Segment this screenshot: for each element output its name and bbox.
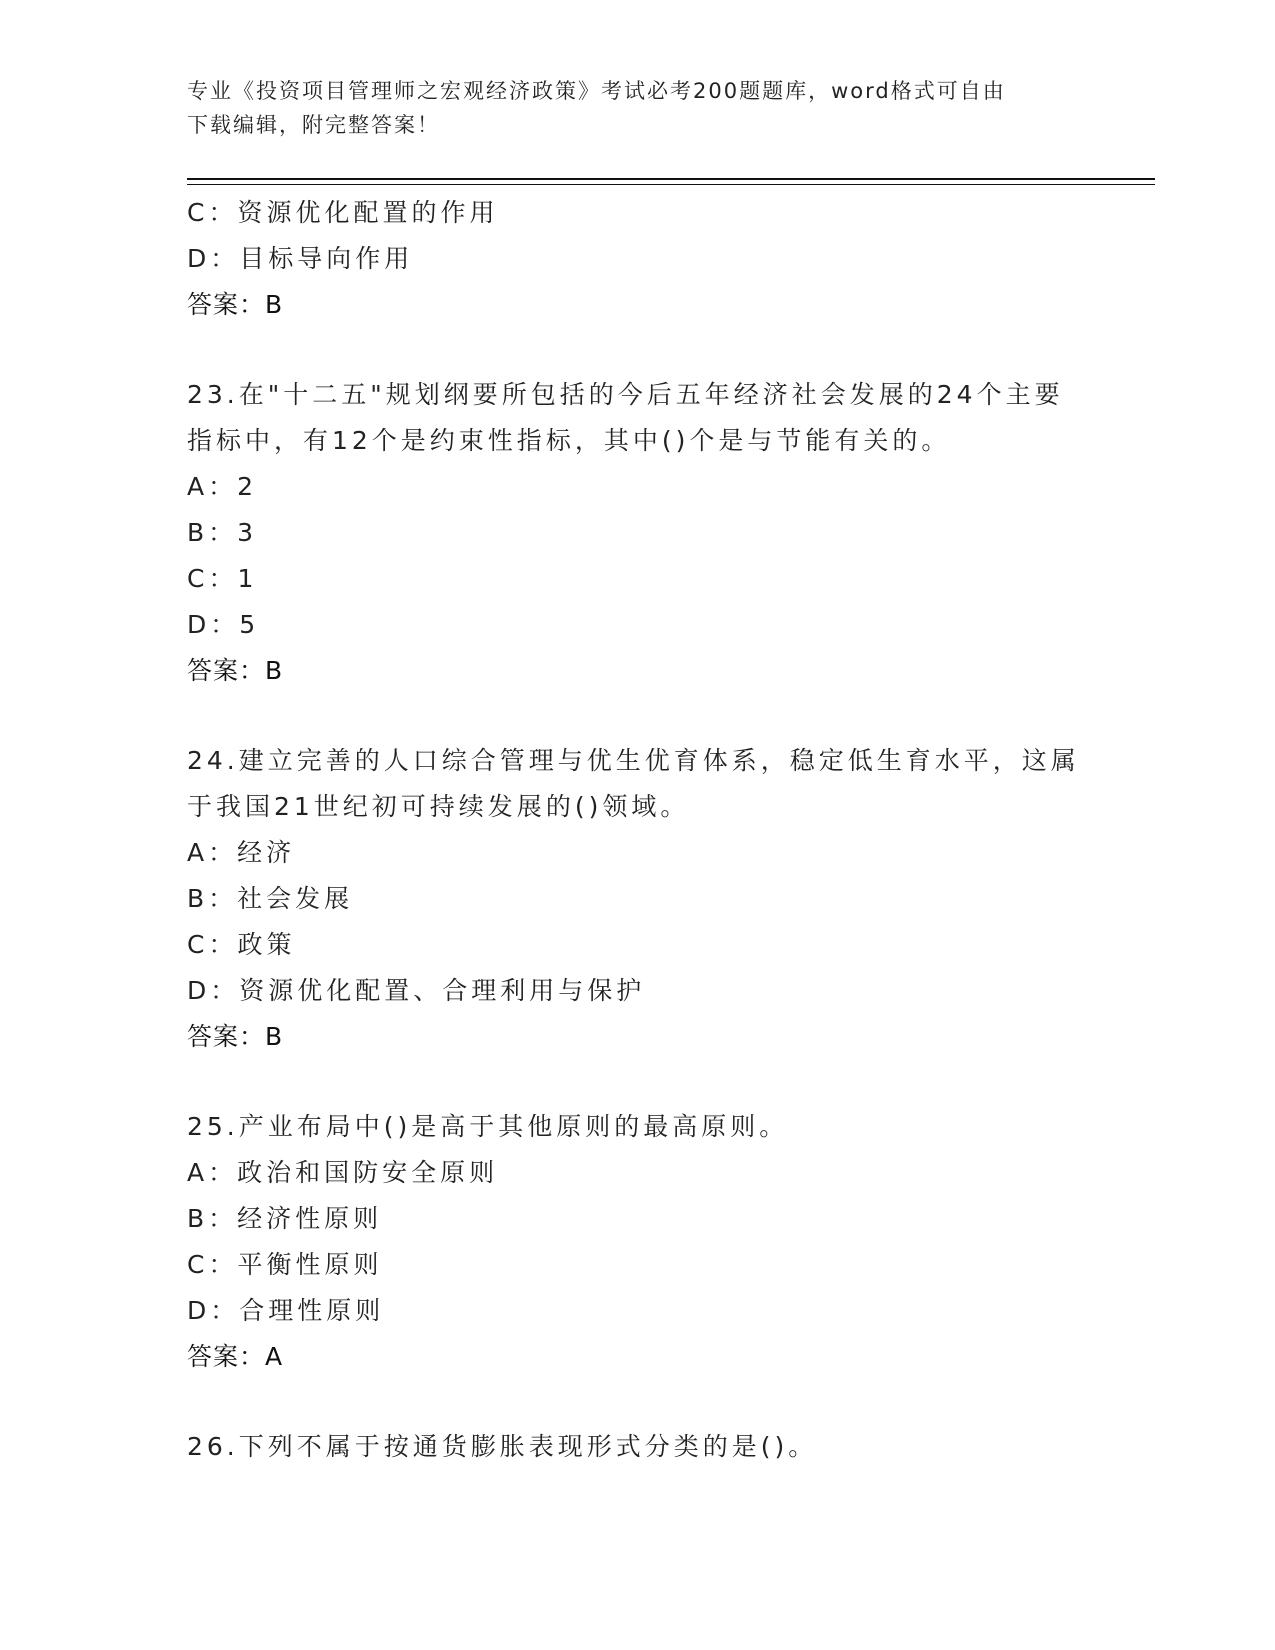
answer: 答案：B (187, 290, 284, 319)
header-divider-thin (187, 184, 1155, 185)
spacer (187, 1060, 1087, 1104)
header-line-2: 下载编辑，附完整答案！ (187, 113, 440, 137)
answer: 答案：B (187, 1022, 284, 1051)
question-25 (187, 1104, 1087, 1380)
header-line-1: 专业《投资项目管理师之宏观经济政策》考试必考200题题库，word格式可自由 (187, 79, 1006, 103)
question-text: 指标中，有12个是约束性指标，其中()个是与节能有关的。 (187, 426, 951, 455)
spacer (187, 694, 1087, 738)
option-a: A：2 (187, 472, 258, 501)
answer: 答案：A (187, 1342, 284, 1371)
option-a: A：政治和国防安全原则 (187, 1158, 499, 1187)
document-header (187, 74, 1067, 142)
question-text: 26.下列不属于按通货膨胀表现形式分类的是()。 (187, 1432, 818, 1461)
question-list (187, 190, 1087, 1470)
option-d: D：合理性原则 (187, 1296, 385, 1325)
option-c: C：资源优化配置的作用 (187, 198, 499, 227)
option-d: D：目标导向作用 (187, 244, 414, 273)
option-b: B：3 (187, 518, 258, 547)
option-c: C：平衡性原则 (187, 1250, 383, 1279)
question-text: 24.建立完善的人口综合管理与优生优育体系，稳定低生育水平，这属 (187, 746, 1080, 775)
question-24 (187, 738, 1087, 1060)
question-26 (187, 1424, 1087, 1470)
option-d: D：资源优化配置、合理利用与保护 (187, 976, 646, 1005)
spacer (187, 1380, 1087, 1424)
question-text: 23.在"十二五"规划纲要所包括的今后五年经济社会发展的24个主要 (187, 380, 1064, 409)
option-b: B：社会发展 (187, 884, 354, 913)
option-c: C：1 (187, 564, 258, 593)
spacer (187, 328, 1087, 372)
option-c: C：政策 (187, 930, 296, 959)
question-22-tail (187, 190, 1087, 328)
answer: 答案：B (187, 656, 284, 685)
option-a: A：经济 (187, 838, 296, 867)
option-d: D：5 (187, 610, 260, 639)
question-text: 于我国21世纪初可持续发展的()领域。 (187, 792, 690, 821)
question-23 (187, 372, 1087, 694)
option-b: B：经济性原则 (187, 1204, 383, 1233)
header-divider-thick (187, 178, 1155, 180)
question-text: 25.产业布局中()是高于其他原则的最高原则。 (187, 1112, 789, 1141)
